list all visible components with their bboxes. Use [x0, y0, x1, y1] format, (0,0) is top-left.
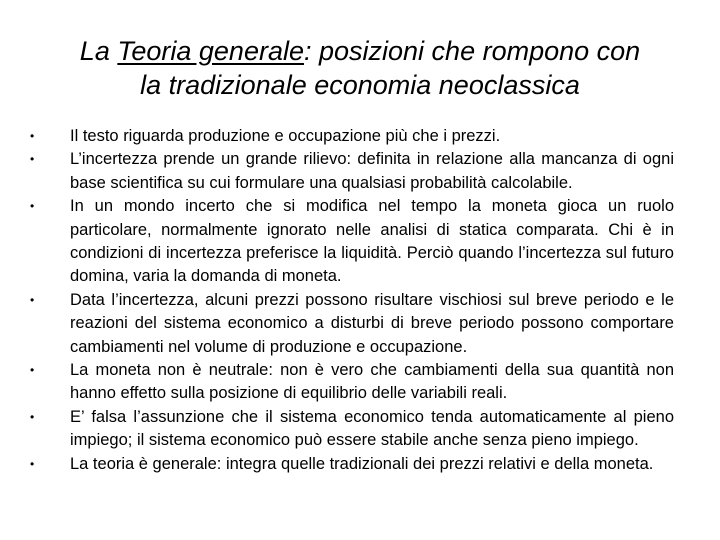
bullet-list: [26, 125, 674, 476]
bullet-dot-icon: •: [30, 456, 35, 471]
bullet-dot-icon: •: [30, 152, 35, 167]
title-suffix: : posizioni che rompono con: [303, 36, 641, 66]
bullet-text: E’ falsa l’assunzione che il sistema economico tenda automaticamente al pieno impiego; il sistema economico può essere stabile anche senza pieno impiego.: [70, 407, 674, 450]
bullet-dot-icon: •: [30, 292, 35, 307]
bullet-text: L’incertezza prende un grande rilievo: definita in relazione alla mancanza di ogni base scientifica su cui formulare una qualsiasi probabilità calcolabile.: [70, 150, 674, 192]
bullet-item: [26, 289, 674, 359]
bullet-text: Il testo riguarda produzione e occupazione più che i prezzi.: [70, 127, 501, 145]
title-emphasis: Teoria generale: [117, 36, 304, 66]
bullet-item: [26, 406, 674, 453]
bullet-text: In un mondo incerto che si modifica nel tempo la moneta gioca un ruolo particolare, normalmente ignorato nelle analisi di statica comparata. Chi è in condizioni di incertezza preferisce la liquidità. Perciò quando l’incertezza sul futuro domina, varia la domanda di moneta.: [70, 197, 674, 286]
bullet-dot-icon: •: [30, 409, 35, 424]
bullet-item: [26, 195, 674, 289]
bullet-item: [26, 453, 674, 476]
bullet-dot-icon: •: [30, 199, 35, 214]
bullet-item: [26, 359, 674, 406]
bullet-item: [26, 125, 674, 148]
slide-title: [20, 34, 700, 102]
bullet-dot-icon: •: [30, 129, 35, 143]
title-prefix: La: [79, 36, 118, 66]
title-line-2: la tradizionale economia neoclassica: [140, 70, 580, 100]
bullet-dot-icon: •: [30, 363, 35, 378]
bullet-text: La teoria è generale: integra quelle tradizionali dei prezzi relativi e della moneta.: [70, 454, 654, 473]
bullet-text: La moneta non è neutrale: non è vero che cambiamenti della sua quantità non hanno effetto sulla posizione di equilibrio delle variabili reali.: [70, 361, 674, 403]
bullet-item: [26, 148, 674, 195]
bullet-text: Data l’incertezza, alcuni prezzi possono risultare vischiosi sul breve periodo e le reazioni del sistema economico a disturbi di breve periodo possono comportare cambiamenti nel volume di produzione e occupazione.: [70, 290, 674, 356]
